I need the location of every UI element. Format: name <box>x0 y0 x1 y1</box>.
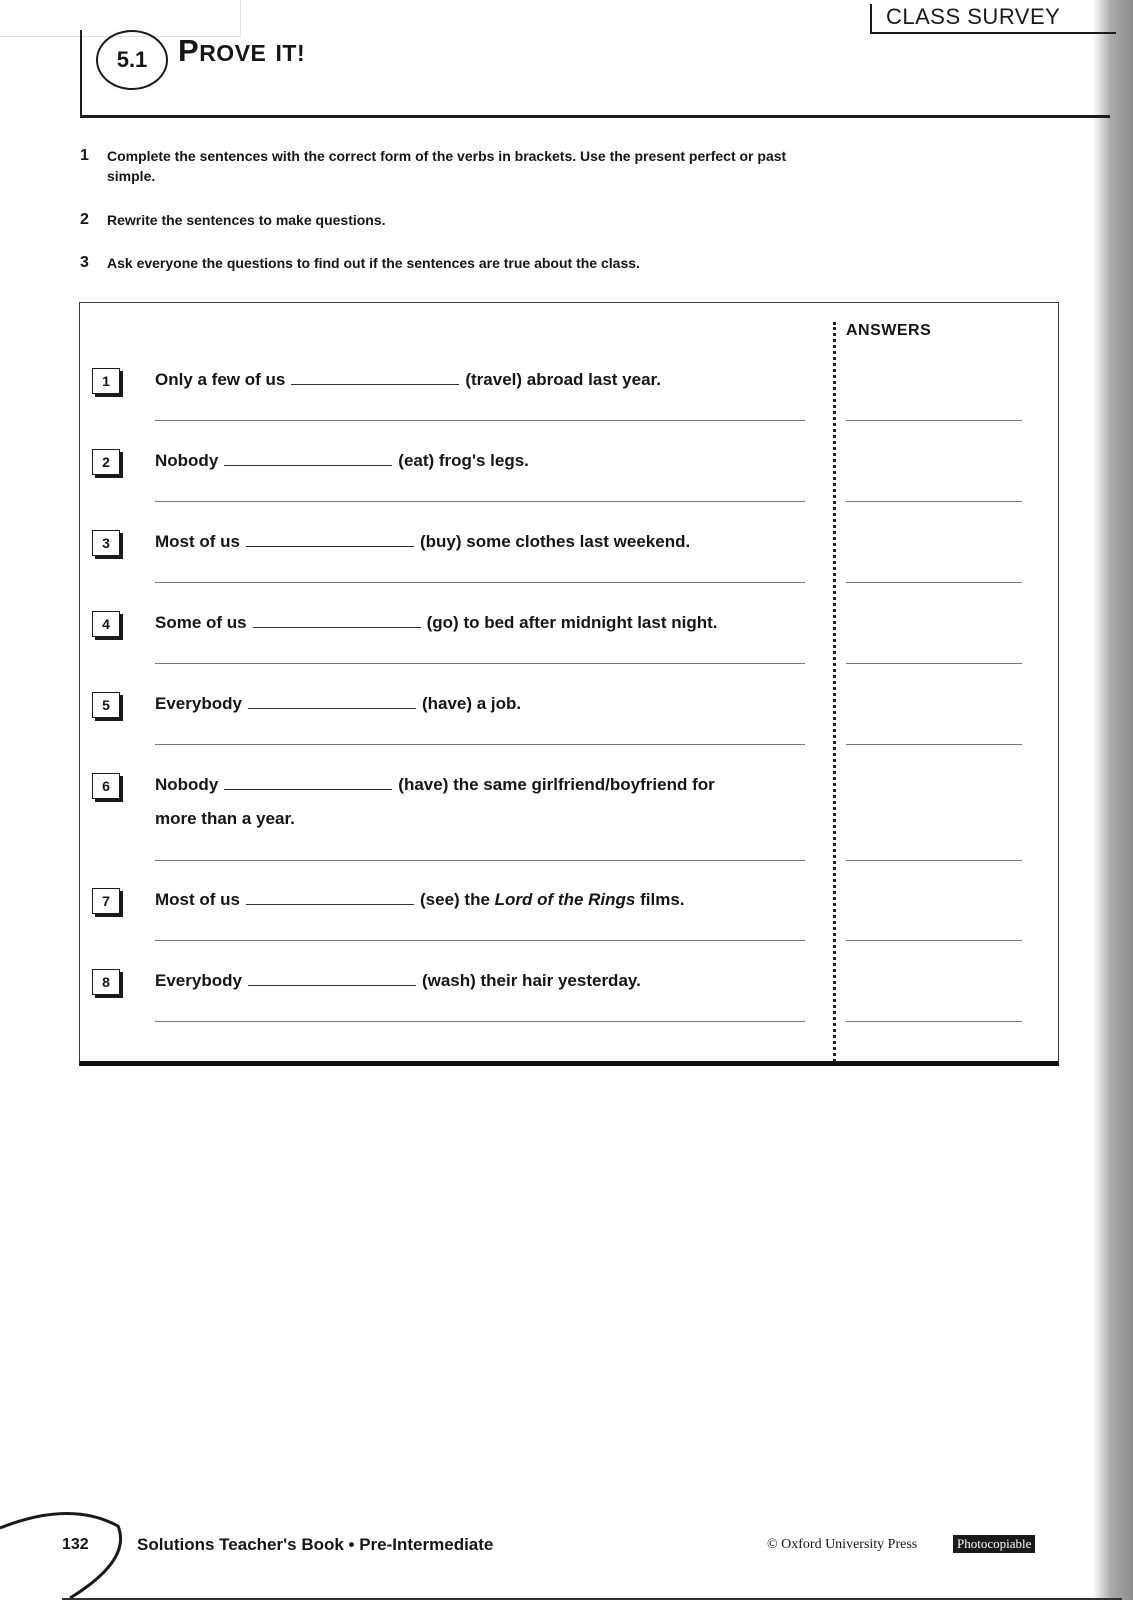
question-write-line[interactable] <box>155 744 805 745</box>
question-write-line[interactable] <box>155 860 805 861</box>
sentence-end: (eat) frog's legs. <box>398 451 529 470</box>
answer-write-line[interactable] <box>846 663 1022 664</box>
row-number: 6 <box>92 773 120 799</box>
sentence-start: Nobody <box>155 451 219 470</box>
answer-write-line[interactable] <box>846 940 1022 941</box>
row-number: 2 <box>92 449 120 475</box>
row-number: 1 <box>92 368 120 394</box>
answer-write-line[interactable] <box>846 860 1022 861</box>
photocopiable-label: Photocopiable <box>953 1535 1035 1553</box>
question-write-line[interactable] <box>155 663 805 664</box>
fill-in-blank[interactable] <box>291 370 459 385</box>
fill-in-blank[interactable] <box>248 971 416 986</box>
answers-heading: ANSWERS <box>846 322 932 339</box>
unit-number-badge: 5.1 <box>96 30 168 90</box>
page-number: 132 <box>62 1536 89 1553</box>
title-first-rest: ROVE <box>199 40 267 66</box>
sentence-text <box>155 451 529 471</box>
survey-row <box>0 449 1133 529</box>
instruction-number: 2 <box>80 211 89 228</box>
sentence-end: (wash) their hair yesterday. <box>421 971 641 990</box>
survey-row <box>0 530 1133 610</box>
fill-in-blank[interactable] <box>246 532 414 547</box>
instruction-number: 3 <box>80 254 89 271</box>
sentence-text <box>155 532 690 552</box>
fill-in-blank[interactable] <box>248 694 416 709</box>
sentence-start: Some of us <box>155 613 247 632</box>
film-title: Lord of the Rings <box>494 890 636 909</box>
row-number: 8 <box>92 969 120 995</box>
fill-in-blank[interactable] <box>224 775 392 790</box>
question-write-line[interactable] <box>155 501 805 502</box>
sentence-text <box>155 613 717 633</box>
survey-row <box>0 969 1133 1049</box>
sentence-end: (have) a job. <box>421 694 522 713</box>
sentence-end: (buy) some clothes last weekend. <box>420 532 691 551</box>
answer-write-line[interactable] <box>846 1021 1022 1022</box>
section-label: CLASS SURVEY <box>870 4 1116 34</box>
title-first-letter: P <box>178 33 200 68</box>
row-number: 4 <box>92 611 120 637</box>
fill-in-blank[interactable] <box>246 890 414 905</box>
sentence-end-tail: films. <box>640 890 685 909</box>
instruction-number: 1 <box>80 147 89 164</box>
sentence-start: Most of us <box>155 532 240 551</box>
sentence-text <box>155 890 685 910</box>
answer-write-line[interactable] <box>846 744 1022 745</box>
answer-write-line[interactable] <box>846 582 1022 583</box>
sentence-start: Most of us <box>155 890 240 909</box>
header-left-rule <box>80 30 82 117</box>
sentence-end: (see) the <box>420 890 490 909</box>
sentence-end: (travel) abroad last year. <box>465 370 661 389</box>
title-second-word: IT! <box>275 40 306 66</box>
answer-write-line[interactable] <box>846 420 1022 421</box>
row-number: 7 <box>92 888 120 914</box>
survey-row <box>0 368 1133 448</box>
row-number: 5 <box>92 692 120 718</box>
sentence-end: (have) the same girlfriend/boyfriend for <box>398 775 715 794</box>
sentence-text <box>155 775 715 795</box>
sentence-end: (go) to bed after midnight last night. <box>426 613 718 632</box>
answer-write-line[interactable] <box>846 501 1022 502</box>
book-title: Solutions Teacher's Book • Pre-Intermediate <box>137 1535 494 1554</box>
instruction-text: Ask everyone the questions to find out if the sentences are true about the class. <box>107 255 640 271</box>
survey-row <box>0 773 1133 883</box>
sentence-text <box>155 694 521 714</box>
sentence-start: Everybody <box>155 971 242 990</box>
question-write-line[interactable] <box>155 420 805 421</box>
survey-row <box>0 888 1133 968</box>
header-rule <box>80 115 1110 118</box>
page-title <box>178 33 305 69</box>
sentence-text <box>155 971 641 991</box>
instruction-text: Complete the sentences with the correct form of the verbs in brackets. Use the present perfect or past simple. <box>107 148 787 184</box>
sentence-start: Nobody <box>155 775 219 794</box>
sentence-continuation: more than a year. <box>155 809 295 828</box>
question-write-line[interactable] <box>155 582 805 583</box>
instruction-text: Rewrite the sentences to make questions. <box>107 212 386 228</box>
sentence-start: Everybody <box>155 694 242 713</box>
fill-in-blank[interactable] <box>224 451 392 466</box>
survey-row <box>0 692 1133 772</box>
survey-row <box>0 611 1133 691</box>
sentence-start: Only a few of us <box>155 370 286 389</box>
fill-in-blank[interactable] <box>253 613 421 628</box>
copyright-notice: © Oxford University Press <box>767 1537 918 1552</box>
sentence-text <box>155 370 661 390</box>
question-write-line[interactable] <box>155 940 805 941</box>
question-write-line[interactable] <box>155 1021 805 1022</box>
row-number: 3 <box>92 530 120 556</box>
